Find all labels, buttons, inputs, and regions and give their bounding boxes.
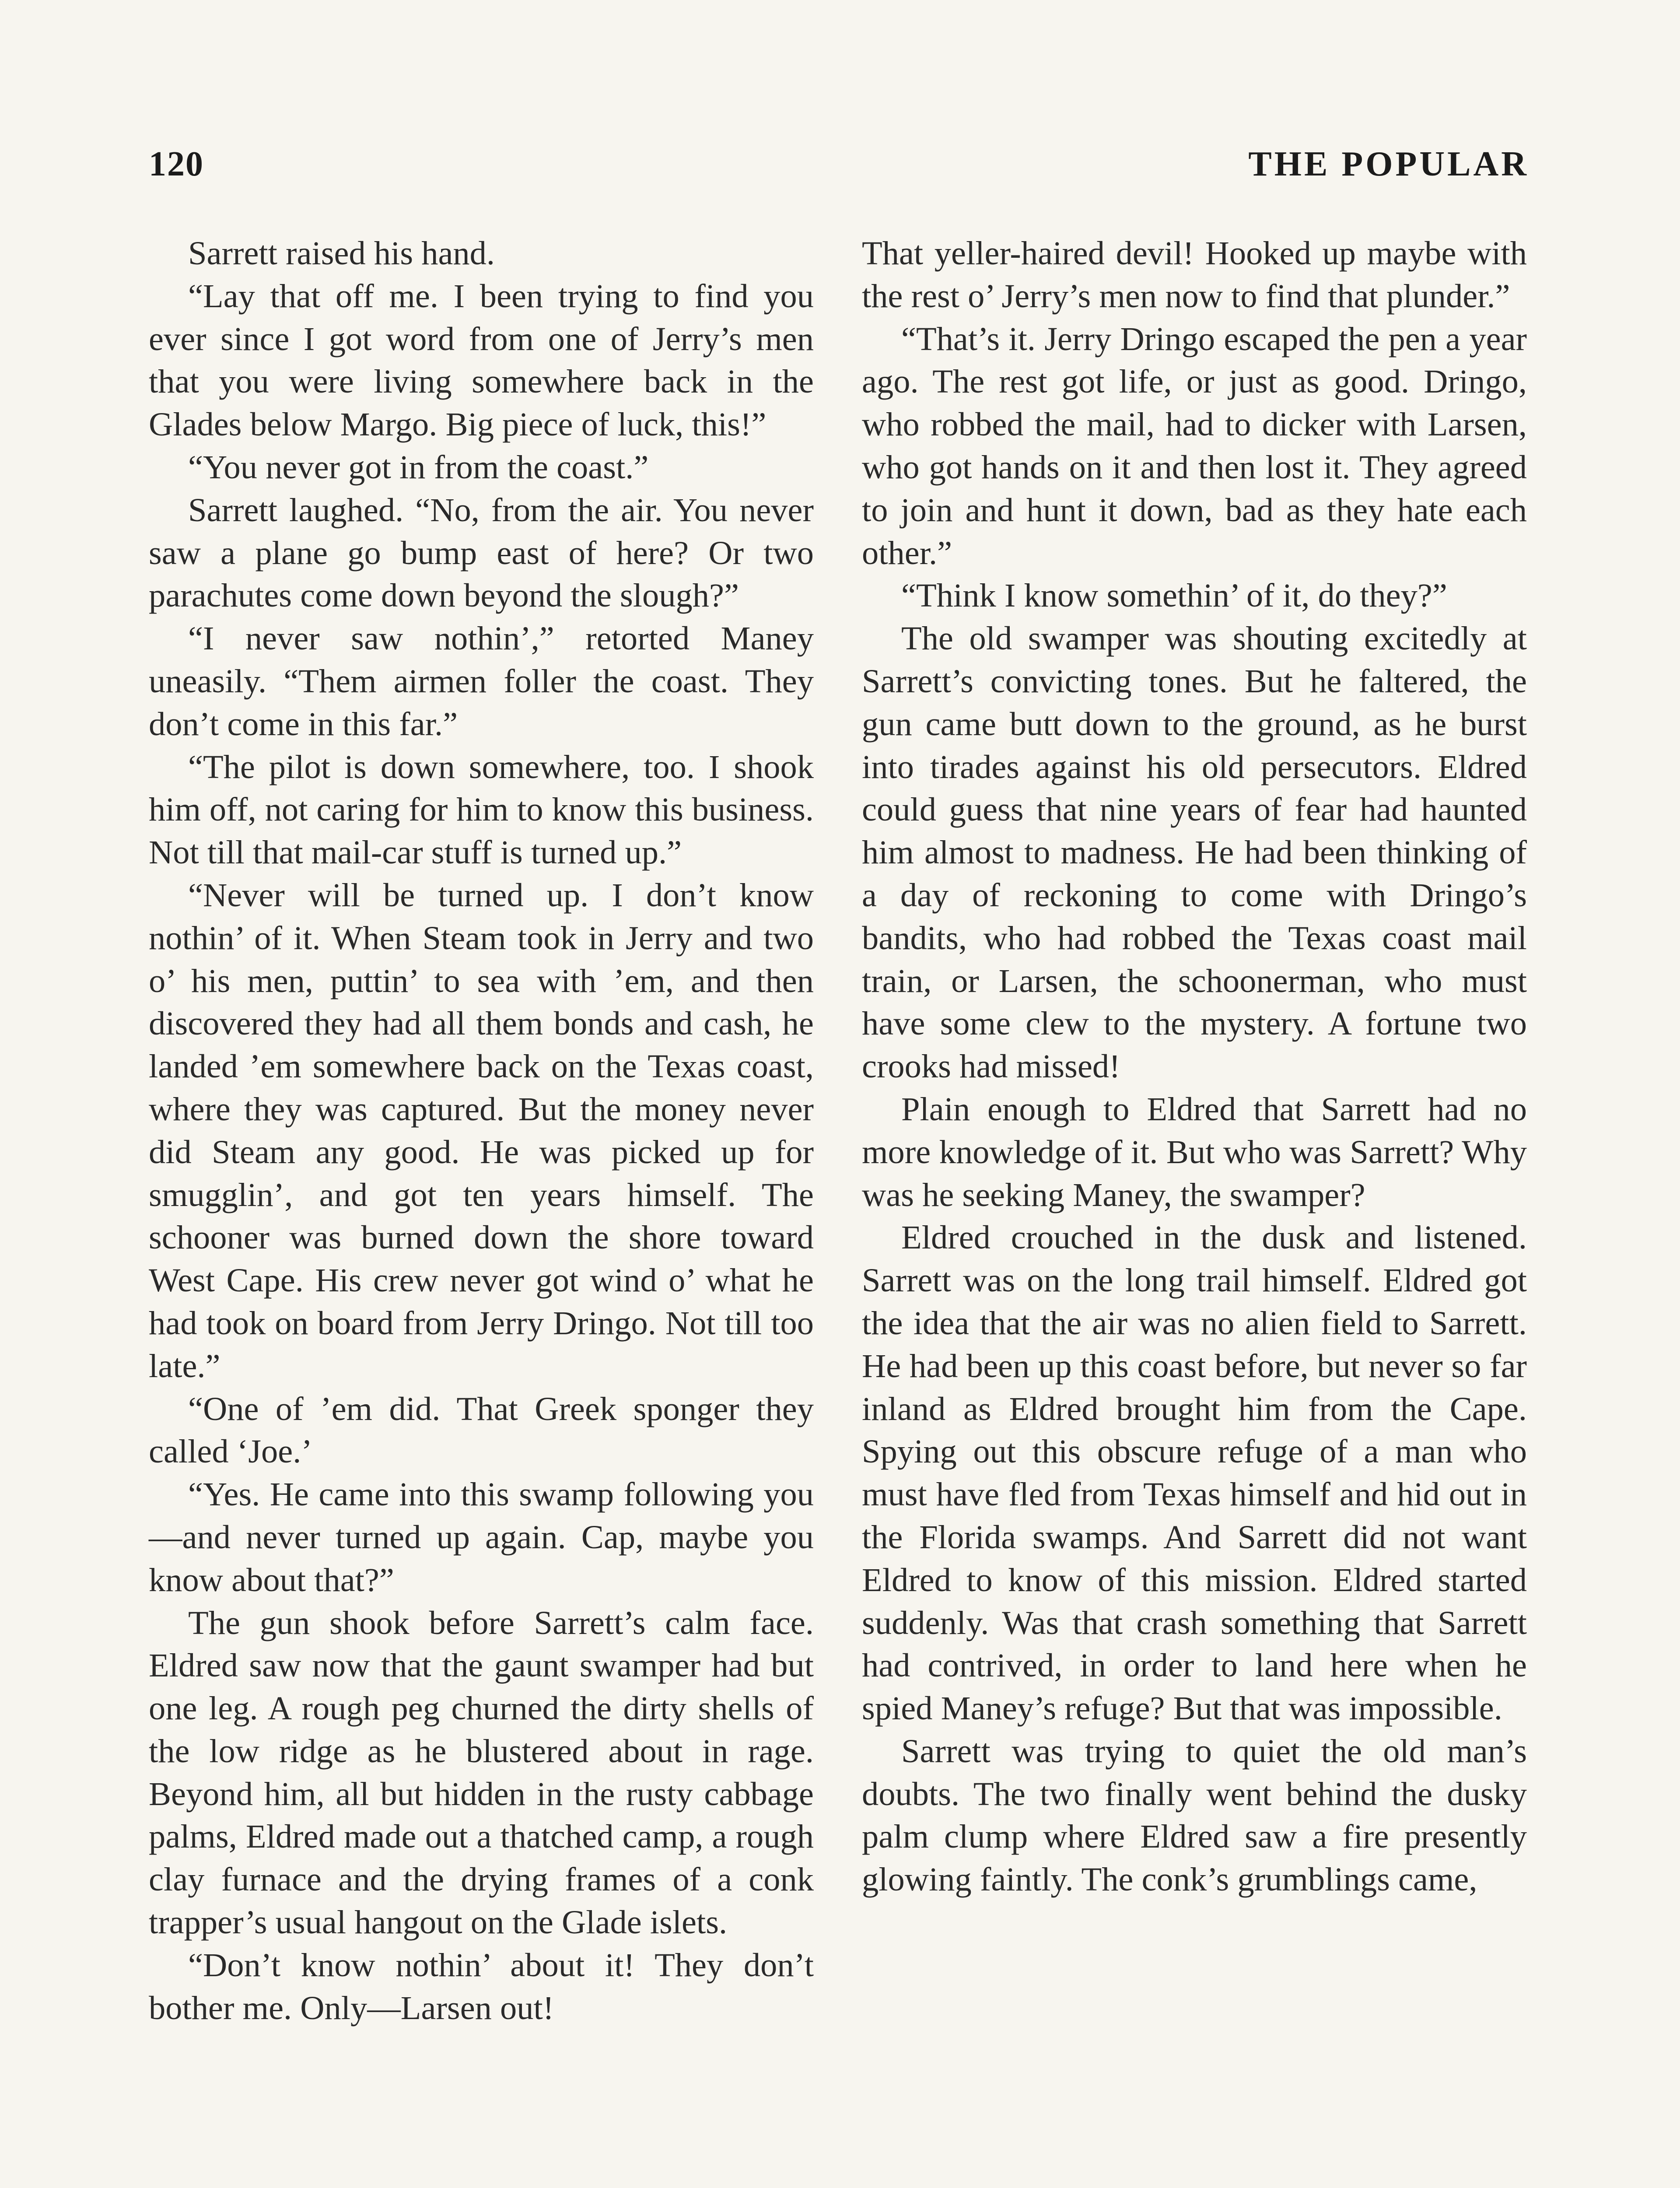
paragraph: Eldred crouched in the dusk and listened. Sarrett was on the long trail himself. Eldred got the idea that the air was no alien field to Sarrett. He had been up this coast before, but never so far inland as Eldred brought him from the Cape. Spying out this obscure refuge of a man who must have fled from Texas himself and hid out in the Florida swamps. And Sarrett did not want Eldred to know of this mission. Eldred started suddenly. Was that crash something that Sarrett had contrived, in order to land here when he spied Maney’s refuge? But that was impossible. <box>862 1219 1527 1727</box>
page-number: 120 <box>149 145 204 183</box>
text-column-left <box>149 232 814 2029</box>
paragraph: “Never will be turned up. I don’t know nothin’ of it. When Steam took in Jerry and two o’ his men, puttin’ to sea with ’em, and then discovered they had all them bonds and cash, he landed ’em somewhere back on the Texas coast, where they was captured. But the money never did Steam any good. He was picked up for smugglin’, and got ten years himself. The schooner was burned down the shore toward West Cape. His crew never got wind o’ what he had took on board from Jerry Dringo. Not till too late.” <box>149 876 814 1385</box>
paragraph: “I never saw nothin’,” retorted Maney uneasily. “Them airmen foller the coast. They don’t come in this far.” <box>149 620 814 743</box>
paragraph: The gun shook before Sarrett’s calm face. Eldred saw now that the gaunt swamper had but one leg. A rough peg churned the dirty shells of the low ridge as he blustered about in rage. Beyond him, all but hidden in the rusty cabbage palms, Eldred made out a thatched camp, a rough clay furnace and the drying frames of a conk trapper’s usual hangout on the Glade islets. <box>149 1604 814 1941</box>
paragraph-continued: That yeller-haired devil! Hooked up maybe with the rest o’ Jerry’s men now to find that plunder.” <box>862 235 1527 315</box>
paragraph: Sarrett was trying to quiet the old man’s doubts. The two finally went behind the dusky palm clump where Eldred saw a fire presently glowing faintly. The conk’s grumblings came, <box>862 1732 1527 1898</box>
paragraph: “Yes. He came into this swamp following you—and never turned up again. Cap, maybe you know about that?” <box>149 1476 814 1599</box>
paragraph: “The pilot is down somewhere, too. I shook him off, not caring for him to know this business. Not till that mail-car stuff is turned up.” <box>149 748 814 871</box>
text-column-right <box>862 232 1527 1901</box>
paragraph: “One of ’em did. That Greek sponger they called ‘Joe.’ <box>149 1390 814 1470</box>
paragraph: “That’s it. Jerry Dringo escaped the pen a year ago. The rest got life, or just as good. Dringo, who robbed the mail, had to dicker with Larsen, who got hands on it and then lost it. They agreed to join and hunt it down, bad as they hate each other.” <box>862 320 1527 572</box>
paragraph: “You never got in from the coast.” <box>188 448 649 486</box>
paragraph: Sarrett laughed. “No, from the air. You never saw a plane go bump east of here? Or two parachutes come down beyond the slough?” <box>149 491 814 614</box>
paragraph: Sarrett raised his hand. <box>188 235 495 272</box>
paragraph: “Think I know somethin’ of it, do they?” <box>901 577 1447 614</box>
paragraph: The old swamper was shouting excitedly at Sarrett’s convicting tones. But he faltered, the gun came butt down to the ground, as he burst into tirades against his old persecutors. Eldred could guess that nine years of fear had haunted him almost to madness. He had been thinking of a day of reckoning to come with Dringo’s bandits, who had robbed the Texas coast mail train, or Larsen, the schoonerman, who must have some clew to the mystery. A fortune two crooks had missed! <box>862 620 1527 1085</box>
paragraph: “Don’t know nothin’ about it! They don’t bother me. Only—Larsen out! <box>149 1946 814 2027</box>
running-title: THE POPULAR <box>1248 145 1529 183</box>
paragraph: “Lay that off me. I been trying to find you ever since I got word from one of Jerry’s men that you were living somewhere back in the Glades below Margo. Big piece of luck, this!” <box>149 277 814 443</box>
paragraph: Plain enough to Eldred that Sarrett had no more knowledge of it. But who was Sarrett? Why was he seeking Maney, the swamper? <box>862 1090 1527 1213</box>
